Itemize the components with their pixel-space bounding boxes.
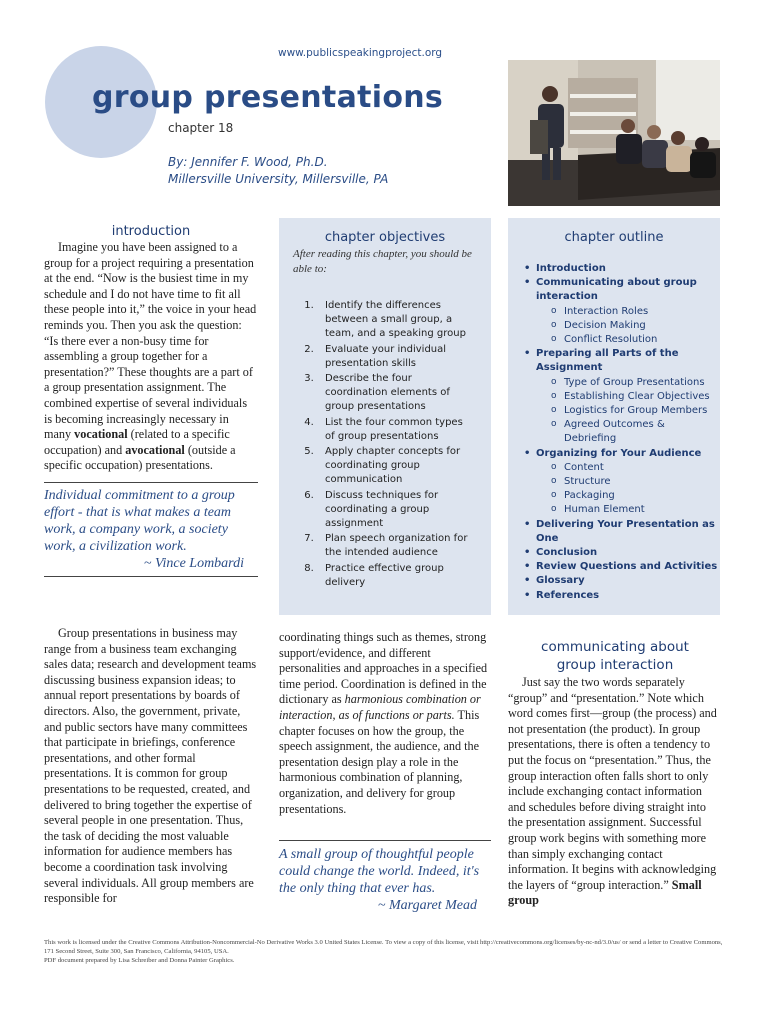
group-presentations-business-paragraph <box>44 626 258 907</box>
quote-rule-top <box>44 482 258 483</box>
communicating-text: Just say the two words separately “group” and “presentation.” Note which word comes first—group (the process) and not presentation (the product). In group presentations, there is often a tendency to put the focus on “presentation.” Thus, the group interaction often falls short to only include exchanging contact information and schedules before diving straight into the presentation assignment. Successful group work begins with something more than simply exchanging contact information. It begins with acknowledging the layers of “group interaction.” <box>508 675 717 892</box>
coordination-text-b: This chapter focuses on how the group, the speech assignment, the audience, and the presentation design play a role in the harmonious combination of planning, organization, and delivery for group presentations. <box>279 707 480 816</box>
objective-item: 2. Evaluate your individual presentation skills <box>317 343 475 371</box>
coordination-definition: harmonious combination or interaction, as of functions or parts. <box>279 692 481 722</box>
introduction-heading: introduction <box>111 224 191 239</box>
author-byline <box>168 154 388 188</box>
coordination-paragraph <box>279 630 491 817</box>
term-small-group: Small group <box>508 877 702 908</box>
chapter-label: chapter 18 <box>168 121 234 135</box>
introduction-paragraph <box>44 240 258 474</box>
outline-subitem[interactable]: o Establishing Clear Objectives <box>550 390 720 404</box>
outline-subitem[interactable]: o Packaging <box>550 489 720 503</box>
lombardi-quote-text: Individual commitment to a group effort - that is what makes a team work, a company work, a society work, a civilization work. <box>44 487 235 554</box>
term-avocational: avocational <box>125 442 185 457</box>
outline-subitem[interactable]: o Content <box>550 461 720 475</box>
group-presentation-photo <box>508 60 720 206</box>
outline-item-conclusion[interactable]: • Conclusion <box>522 546 720 560</box>
lombardi-quote <box>44 487 258 572</box>
objective-item: 5. Apply chapter concepts for coordinating group communication <box>317 445 475 488</box>
outline-subitem[interactable]: o Structure <box>550 475 720 489</box>
outline-item-glossary[interactable]: • Glossary <box>522 574 720 588</box>
business-paragraph-text: Group presentations in business may range from a business team exchanging sales data; research and development teams discussing business expansion ideas; to annual report presentations by boards of directors. Also, the government, private, and public sectors have many committees that participate in briefings, conference presentations, and other formal presentations. It is common for group presentations to be requested, created, and delivered to bring together the expertise of several people in one presentation. Thus, the task of deciding the most valuable information for audience members has become a coordination task involving several individuals. All group members are responsible for <box>44 626 257 906</box>
objective-item: 4. List the four common types of group presentations <box>317 416 475 444</box>
page-title: group presentations <box>92 80 444 115</box>
outline-item-delivering[interactable]: • Delivering Your Presentation as One <box>522 518 720 546</box>
objective-item: 7. Plan speech organization for the intended audience <box>317 532 475 560</box>
objectives-intro: After reading this chapter, you should be able to: <box>293 248 472 275</box>
outline-sublist-communicating <box>536 305 720 348</box>
outline-subitem[interactable]: o Human Element <box>550 503 720 517</box>
license-footer <box>44 938 724 965</box>
outline-item-review[interactable]: • Review Questions and Activities <box>522 560 720 574</box>
introduction-section <box>44 224 258 577</box>
chapter-objectives-box <box>279 218 491 615</box>
outline-item-organizing[interactable]: • Organizing for Your Audience o Content o Structure o Packaging o Human Element <box>522 447 720 518</box>
mead-quote-author: ~ Margaret Mead <box>377 898 477 913</box>
objective-item: 1. Identify the differences between a small group, a team, and a speaking group <box>317 299 475 342</box>
outline-subitem[interactable]: o Type of Group Presentations <box>550 376 720 390</box>
mead-quote-text: A small group of thoughtful people could change the world. Indeed, it's the only thing that ever has. <box>279 847 480 896</box>
outline-item-preparing[interactable]: • Preparing all Parts of the Assignment o Type of Group Presentations o Establishing Clear Objectives o Logistics for Group Members o Agreed Outcomes & Debriefing <box>522 347 720 446</box>
outline-item-references[interactable]: • References <box>522 589 720 603</box>
outline-item-introduction[interactable]: • Introduction <box>522 262 720 276</box>
author-name: By: Jennifer F. Wood, Ph.D. <box>168 155 328 169</box>
communicating-paragraph <box>508 675 722 909</box>
outline-list <box>508 262 720 603</box>
outline-subitem[interactable]: o Interaction Roles <box>550 305 720 319</box>
outline-heading: chapter outline <box>564 230 664 245</box>
site-url[interactable]: www.publicspeakingproject.org <box>278 47 443 59</box>
outline-subitem[interactable]: o Logistics for Group Members <box>550 404 720 418</box>
communicating-heading-line2: group interaction <box>556 657 674 673</box>
lombardi-quote-author: ~ Vince Lombardi <box>143 555 244 571</box>
objective-item: 3. Describe the four coordination elements of group presentations <box>317 372 475 415</box>
outline-subitem[interactable]: o Decision Making <box>550 319 720 333</box>
objectives-heading: chapter objectives <box>324 230 446 245</box>
photo-illustration <box>508 60 720 206</box>
intro-text-c: (outside a specific occupation) presentations. <box>44 442 236 473</box>
mead-quote <box>279 846 491 914</box>
coordination-text-a: coordinating things such as themes, strong support/evidence, and different personalities and approaches in a specified time period. Coordination is defined in the dictionary as <box>279 630 488 707</box>
quote-rule-bottom <box>44 576 258 577</box>
communicating-heading <box>508 638 722 674</box>
mead-quote-rule <box>279 840 491 841</box>
objective-item: 6. Discuss techniques for coordinating a group assignment <box>317 489 475 532</box>
intro-text-a: Imagine you have been assigned to a group for a project requiring a presentation at the end. “Now is the busiest time in my schedule and I do not have time to fit all these people into it,” the voice in your head reminds you. Then you ask the question: “Is there ever a non-busy time for assembling a group together for a presentation?” These thoughts are a part of a group presentation assignment. The combined expertise of several individuals is becoming increasingly necessary in many <box>44 240 257 442</box>
outline-sublist-organizing <box>536 461 720 518</box>
term-vocational: vocational <box>74 427 128 442</box>
outline-item-communicating[interactable]: • Communicating about group interaction o Interaction Roles o Decision Making o Conflict Resolution <box>522 276 720 347</box>
outline-subitem[interactable]: o Agreed Outcomes & Debriefing <box>550 418 720 446</box>
chapter-outline-box <box>508 218 720 615</box>
objective-item: 8. Practice effective group delivery <box>317 562 475 590</box>
outline-subitem[interactable]: o Conflict Resolution <box>550 333 720 347</box>
outline-sublist-preparing <box>536 376 720 447</box>
pdf-credit: PDF document prepared by Lisa Schreiber and Donna Painter Graphics. <box>44 957 235 964</box>
objectives-list <box>279 299 491 590</box>
communicating-heading-line1: communicating about <box>541 639 689 655</box>
intro-text-b: (related to a specific occupation) and <box>44 427 230 457</box>
communicating-section <box>508 638 722 909</box>
license-text: This work is licensed under the Creative Commons Attribution-Noncommercial-No Derivative Works 3.0 United States License. To view a copy of this license, visit http://creativecommons.org/licenses/by-nc-nd/3.0/us/ or send a letter to Creative Commons, 171 Second Street, Suite 300, San Francisco, California, 94105, USA. <box>44 939 723 955</box>
author-affiliation: Millersville University, Millersville, PA <box>168 172 389 186</box>
